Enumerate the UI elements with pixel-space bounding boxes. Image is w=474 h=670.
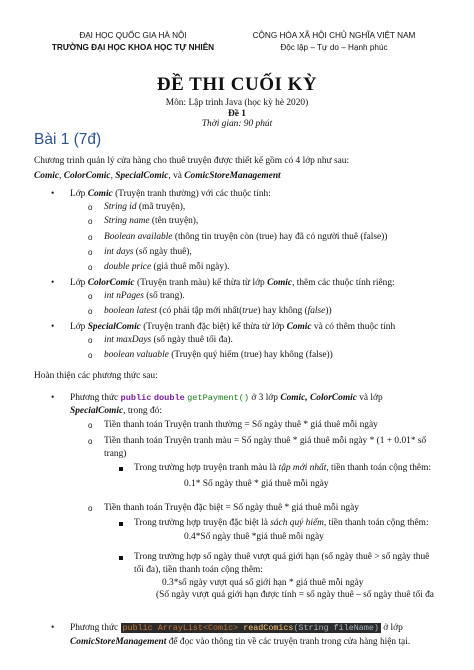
method1-line2 [70, 406, 162, 417]
field-false: false [307, 306, 326, 316]
comic-pre: Lớp [70, 189, 88, 199]
university-name: ĐẠI HỌC QUỐC GIA HÀ NỘI [79, 31, 187, 40]
code-keyword: double [153, 393, 185, 403]
circle-bullet-icon: o [88, 292, 93, 301]
field-name: int nPages [104, 291, 144, 301]
field-desc: (số ngày thuê), [133, 247, 192, 257]
comic-field [104, 232, 387, 243]
class-colorcomic: ColorComic [63, 171, 111, 181]
exam-time: Thời gian: 90 phút [201, 119, 273, 129]
method-and: và lớp [356, 393, 383, 403]
field-end: )) [325, 306, 332, 316]
colorcomic-pre: Lớp [70, 278, 88, 288]
payment-formula: 0.3*số ngày vượt quá số giới hạn * giá thuê mỗi ngày [162, 578, 364, 588]
class-sep: , [110, 171, 116, 181]
method-pre: Phương thức [70, 623, 121, 633]
colorcomic-field [104, 291, 185, 302]
method-mid: ở 3 lớp [249, 393, 281, 403]
circle-bullet-icon: o [88, 233, 93, 242]
method-post: để đọc vào thông tin về các truyện tranh trong cửa hàng hiện tại. [166, 637, 411, 647]
square-bullet-icon [119, 522, 123, 526]
circle-bullet-icon: o [88, 263, 93, 272]
payment-extra [134, 463, 431, 474]
bullet-icon: • [51, 278, 55, 288]
circle-bullet-icon: o [88, 203, 93, 212]
class-sep: , và [168, 171, 185, 181]
country-motto: Độc lập – Tự do – Hạnh phúc [280, 43, 388, 52]
comic-field [104, 247, 192, 258]
methods-intro: Hoàn thiện các phương thức sau: [34, 371, 158, 381]
class-colorcomic: ColorComic [310, 393, 357, 403]
circle-bullet-icon: o [88, 504, 93, 513]
specialcomic-post: và có thêm thuộc tính [311, 322, 396, 332]
field-desc: (số trang). [143, 291, 185, 301]
extra-post: , tiền thanh toán cộng thêm: [326, 463, 431, 473]
comic-field [104, 202, 185, 213]
extra-pre: Trong trường hợp truyện đặc biệt là [134, 518, 271, 528]
code-method: getPayment() [187, 393, 250, 403]
square-bullet-icon [119, 556, 123, 560]
comic-post: (Truyện tranh thường) với các thuộc tính: [112, 189, 271, 199]
extra-italic: tập mới nhất [278, 463, 327, 473]
payment-formula: 0.4*Số ngày thuê *giá thuê mỗi ngày [184, 532, 324, 542]
code-type: ArrayList<Comic> [157, 623, 239, 633]
method-post: , trong đó: [123, 406, 162, 416]
section-heading: Bài 1 (7đ) [34, 131, 102, 148]
circle-bullet-icon: o [88, 437, 93, 446]
field-desc: (Truyện quý hiếm (true) hay không (false)) [168, 350, 333, 360]
intro-text: Chương trình quản lý cửa hàng cho thuê truyện được thiết kế gồm có 4 lớp như sau: [34, 156, 350, 166]
circle-bullet-icon: o [88, 307, 93, 316]
specialcomic-mid: (Truyện tranh đặc biệt) kế thừa từ lớp [140, 322, 287, 332]
faculty-name: TRƯỜNG ĐẠI HỌC KHOA HỌC TỰ NHIÊN [51, 43, 215, 52]
class-manager: ComicStoreManagement [70, 637, 167, 647]
extra-post: , tiền thanh toán cộng thêm: [323, 518, 429, 528]
code-keyword: public [120, 393, 152, 403]
bullet-icon: • [51, 623, 55, 633]
country-name: CỘNG HÒA XÃ HỘI CHỦ NGHĨA VIỆT NAM [252, 31, 416, 40]
payment-note: (Số ngày vượt quá giới hạn được tính = số ngày thuê – số ngày thuê tối đa [156, 590, 434, 600]
exam-version: Đề 1 [228, 109, 246, 119]
code-keyword: public [122, 623, 153, 633]
payment-rule: Tiền thanh toán Truyện đặc biệt = Số ngày thuê * giá thuê mỗi ngày [104, 503, 359, 513]
field-name: double price [104, 262, 152, 272]
field-name: String id [104, 202, 137, 212]
payment-extra: Trong trường hợp số ngày thuê vượt quá giới hạn (số ngày thuê > số ngày thuê [134, 552, 430, 562]
field-desc: (số ngày thuê tối đa). [151, 335, 233, 345]
method2-line2 [70, 637, 410, 648]
payment-rule: Tiền thanh toán Truyện tranh màu = Số ngày thuê * giá thuê mỗi ngày * (1 + 0.01* số [104, 436, 427, 446]
field-true: true [242, 306, 258, 316]
colorcomic-post: , thêm các thuộc tính riêng: [292, 278, 395, 288]
bullet-icon: • [51, 393, 55, 403]
class-specialcomic: SpecialComic [70, 406, 124, 416]
payment-extra [134, 518, 429, 529]
class-sep: , [59, 171, 64, 181]
field-desc: (có phải tập mới nhất( [156, 306, 243, 316]
method-pre: Phương thức [70, 393, 121, 403]
colorcomic-mid: (Truyện tranh màu) kế thừa từ lớp [134, 278, 268, 288]
code-method: readComics [243, 623, 294, 633]
class-list [34, 171, 281, 182]
field-name: int maxDays [104, 335, 152, 345]
field-desc: (giá thuê mỗi ngày). [151, 262, 230, 272]
colorcomic-parent: Comic [267, 278, 293, 288]
payment-rule: Tiền thanh toán Truyện tranh thường = Số ngày thuê * giá thuê mỗi ngày [104, 420, 378, 430]
exam-title: ĐỀ THI CUỐI KỲ [156, 74, 318, 95]
field-desc: (tên truyện), [149, 216, 199, 226]
field-desc: (thông tin truyện còn (true) hay đã có người thuê (false)) [172, 232, 388, 242]
class-manager: ComicStoreManagement [184, 171, 281, 181]
comic-desc [70, 189, 271, 200]
payment-rule-cont: trang) [104, 449, 127, 459]
field-desc: (mã truyện), [136, 202, 186, 212]
circle-bullet-icon: o [88, 421, 93, 430]
square-bullet-icon [119, 467, 123, 471]
circle-bullet-icon: o [88, 217, 93, 226]
field-name: boolean valuable [104, 350, 169, 360]
specialcomic-name: SpecialComic [87, 322, 141, 332]
payment-formula: 0.1* Số ngày thuê * giá thuê mỗi ngày [184, 479, 329, 489]
field-name: boolean latest [104, 306, 157, 316]
colorcomic-desc [70, 278, 395, 289]
extra-italic: sách quý hiếm [270, 518, 324, 528]
colorcomic-field [104, 306, 332, 317]
field-name: int days [104, 247, 134, 257]
colorcomic-name: ColorComic [87, 278, 135, 288]
payment-extra-cont: tối đa), tiền thanh toán cộng thêm: [134, 565, 263, 575]
bullet-icon: • [51, 322, 55, 332]
code-signature [121, 623, 381, 633]
specialcomic-parent: Comic [286, 322, 312, 332]
method2-line1 [70, 623, 403, 634]
circle-bullet-icon: o [88, 336, 93, 345]
header-left [38, 30, 228, 54]
exam-subject: Môn: Lập trình Java (học kỳ hè 2020) [165, 98, 309, 108]
field-name: String name [104, 216, 150, 226]
class-comic: Comic, [280, 393, 308, 403]
circle-bullet-icon: o [88, 351, 93, 360]
comic-field [104, 216, 198, 227]
specialcomic-pre: Lớp [70, 322, 88, 332]
specialcomic-field [104, 350, 333, 361]
comic-name: Comic [87, 189, 113, 199]
field-mid: ) hay không ( [257, 306, 308, 316]
method1-line1 [70, 393, 383, 404]
specialcomic-field [104, 335, 233, 346]
bullet-icon: • [51, 189, 55, 199]
circle-bullet-icon: o [88, 248, 93, 257]
class-comic: Comic [34, 171, 59, 181]
field-name: Boolean available [104, 232, 173, 242]
comic-field [104, 262, 230, 273]
specialcomic-desc [70, 322, 395, 333]
extra-pre: Trong trường hợp truyện tranh màu là [134, 463, 279, 473]
header-right [244, 30, 424, 54]
method-post: ở lớp [380, 623, 403, 633]
class-specialcomic: SpecialComic [115, 171, 169, 181]
code-args: (String fileName) [293, 623, 379, 633]
